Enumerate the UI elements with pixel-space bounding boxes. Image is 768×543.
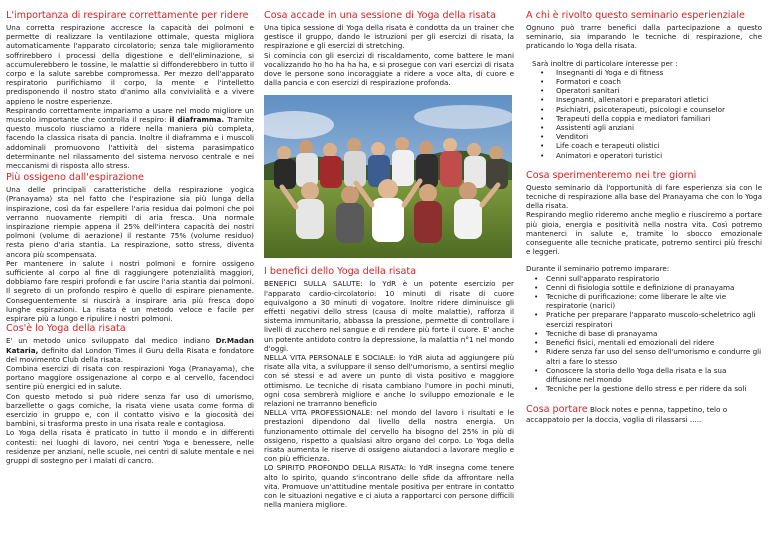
paragraph-what-is-4: Lo Yoga della risata è praticato in tutto il mondo e in differenti contesti: nei luoghi di lavoro, nei centri Yoga e benessere, nelle residenze per anziani, nelle scuole, nei centri di salute mentale e nei gruppi di sostegno per i malati di cancro. bbox=[6, 428, 254, 465]
section-title-session: Cosa accade in una sessione di Yoga della risata bbox=[264, 10, 496, 21]
list-item: • Insegnanti, allenatori e preparatori atletici bbox=[526, 95, 762, 104]
paragraph-session-2: Si comincia con gli esercizi di riscaldamento, come battere le mani vocalizzando ho ho ha ha ha, e si prosegue con vari esercizi di risata dove le persone sono incoraggiate a ridere a voce alta, di cuore e dalla pancia e con esercizi di respirazione profonda. bbox=[264, 50, 514, 88]
paragraph-experience-3: Durante il seminario potremo imparare: bbox=[526, 264, 670, 274]
paragraph-breathing-2: Respirando correttamente impariamo a usare nel modo migliore un muscolo importante che controlla il respiro: il diaframma. Tramite questo muscolo riusciamo a ridere nella maniera più completa, facendo la classica risata di pancia. Inoltre il diaframma e i muscoli addominali promuovono l'attività del sistema parasimpatico determinante nel rilassamento del sistema nervoso centrale e nei meccanismi di risposta allo stress. bbox=[6, 105, 254, 171]
column-right bbox=[526, 10, 762, 424]
column-middle bbox=[264, 10, 514, 510]
section-title-oxygen: Più ossigeno dall'espirazione bbox=[6, 172, 144, 184]
column-left bbox=[6, 10, 254, 465]
list-item: • Cenni sull'apparato respiratorio bbox=[526, 274, 762, 283]
paragraph-experience-1: Questo seminario dà l'opportunità di fare esperienza sia con le tecniche di respirazione alla base del Pranayama che con lo Yoga della risata. bbox=[526, 182, 762, 211]
list-item: • Benefici fisici, mentali ed emozionali del ridere bbox=[526, 338, 762, 347]
list-item: • Insegnanti di Yoga e di fitness bbox=[526, 68, 762, 77]
paragraph-benefits-personal: NELLA VITA PERSONALE E SOCIALE: lo YdR aiuta ad aggiungere più risate alla vita, a sviluppare il senso dell'umorismo, a sentirsi meglio con sé stessi e ad avere un punto di vista positivo e maggiore ottimismo. Le tecniche di risata cambiano l'umore in pochi minuti, ogni cosa sembrerà migliore e anche lo sviluppo emozionale e le relazioni ne trarranno beneficio bbox=[264, 353, 514, 409]
paragraph-audience-1: Ognuno può trarre benefici dalla partecipazione a questo seminario, sia imparando le tecniche di respirazione, che praticando lo Yoga della risata. bbox=[526, 23, 762, 51]
list-item: • Life coach e terapeuti olistici bbox=[526, 141, 762, 150]
list-item: • Tecniche per la gestione dello stress e per ridere da soli bbox=[526, 384, 762, 393]
list-item: • Tecniche di purificazione: come liberare le alte vie respiratorie (narici) bbox=[526, 292, 762, 310]
paragraph-session-1: Una tipica sessione di Yoga della risata è condotta da un trainer che gestisce il gruppo, dando le istruzioni per gli esercizi di risata, la respirazione e gli esercizi di stretching. bbox=[264, 23, 514, 51]
list-item: • Terapeuti della coppia e mediatori familiari bbox=[526, 114, 762, 123]
section-title-what-is: Cos'è lo Yoga della risata bbox=[6, 323, 126, 335]
paragraph-benefits-spirit: LO SPIRITO PROFONDO DELLA RISATA: lo YdR insegna come tenere alto lo spirito, quando s'incontrano delle sfide da affrontare nella vita. Promuove un'attitudine mentale positiva per entrare in contatto con le situazioni negative e ci aiuta a rapportarci con persone difficili nella maniera migliore. bbox=[264, 463, 514, 510]
paragraph-breathing-1: Una corretta respirazione accresce la capacità dei polmoni e permette di realizzare la ventilazione ottimale, questa migliora automaticamente l'apparato circolatorio; senza tale miglioramento soffrirebbero i processi della digestione e dell'eliminazione, si accumulerebbero le tossine, le malattie si diffonderebbero in tutto il corpo e la salute sarebbe compromessa. Per mezzo dell'apparato respiratorio purifichiamo il corpo, la mente e l'intelletto predisponendo il nostro stato d'animo alla convivialità e a vivere appieno le nostre esperienze. bbox=[6, 23, 254, 106]
learning-list bbox=[526, 274, 762, 394]
section-title-audience: A chi è rivolto questo seminario esperienziale bbox=[526, 10, 745, 21]
paragraph-what-to-bring: Cosa portare Block notes e penna, tappetino, telo o accappatoio per la doccia, voglia di rilassarsi ..... bbox=[526, 404, 728, 424]
audience-list bbox=[526, 68, 762, 160]
list-item: • Operatori sanitari bbox=[526, 86, 762, 95]
section-title-what-to-bring: Cosa portare bbox=[526, 404, 588, 416]
list-item: • Animatori e operatori turistici bbox=[526, 151, 762, 160]
list-item: • Formatori e coach bbox=[526, 77, 762, 86]
paragraph-oxygen-1: Una delle principali caratteristiche della respirazione yogica (Pranayama) sta nel fatto che l'espirazione sia più lunga della inspirazione, così da far espellere l'aria residua dai polmoni che poi verranno nuovamente riempiti di aria fresca. Una normale inspirazione riempie appena il 25% dell'intera capacità dei nostri polmoni (volume di aerazione) il restante 75% (volume residuo) resta pieno d'aria stantia. La respirazione, sotto stress, diventa ancora più scompensata. bbox=[6, 185, 254, 259]
list-item: • Psichiatri, psicoterapeuti, psicologi e counselor bbox=[526, 105, 762, 114]
paragraph-benefits-health: BENEFICI SULLA SALUTE: lo YdR è un potente esercizio per l'apparato cardio-circolatorio: 10 minuti di risate di cuore equivalgono a 30 minuti di vogatore. Inoltre ridere diminuisce gli effetti negativi dello stress (causa di molte malattie), rafforza il sistema immunitario, abbassa la pressione, permette di controllare i livelli di zucchero nel sangue e di rendere più forte il cuore. E' anche un potente antidoto contro la depressione, la malattia n°1 nel mondo d'oggi. bbox=[264, 279, 514, 353]
section-title-benefits: I benefici dello Yoga della risata bbox=[264, 266, 416, 278]
list-item: • Venditori bbox=[526, 132, 762, 141]
list-item: • Pratiche per preparare l'apparato muscolo-scheletrico agli esercizi respiratori bbox=[526, 310, 762, 328]
paragraph-experience-2: Respirando meglio rideremo anche meglio e riusciremo a portare più gioia, energia e positività nella nostra vita. Così potremo mantenerci in salute e, tramite lo sbocco emozionale conseguente alle tecniche praticate, potremo sentirci più freschi e leggeri. bbox=[526, 210, 762, 257]
list-item: • Conoscere la storia dello Yoga della risata e la sua diffusione nel mondo bbox=[526, 366, 762, 384]
paragraph-what-is-1: E' un metodo unico sviluppato dal medico indiano Dr.Madan Kataria, definito dal London Times il Guru della Risata e fondatore del movimento Club della risata. bbox=[6, 336, 254, 364]
group-laughing-photo bbox=[264, 95, 512, 258]
section-title-breathing: L'importanza di respirare correttamente per ridere bbox=[6, 10, 249, 21]
section-title-experience: Cosa sperimenteremo nei tre giorni bbox=[526, 169, 697, 181]
paragraph-what-is-3: Con questo metodo si può ridere senza far uso di umorismo, barzellette o gags comiche, la risata viene usata come forma di esercizio in gruppo e, con il contatto visivo e la giocosità dei bambini, si trasforma presto in una risata reale e contagiosa. bbox=[6, 391, 254, 429]
list-item: • Tecniche di base di pranayama bbox=[526, 329, 762, 338]
list-item: • Ridere senza far uso del senso dell'umorismo e condurre gli altri a fare lo stesso bbox=[526, 347, 762, 365]
paragraph-audience-2: Sarà inoltre di particolare interesse per : bbox=[532, 58, 678, 68]
paragraph-oxygen-2: Per mantenere in salute i nostri polmoni e fornire ossigeno sufficiente al corpo al fine di raggiungere potenzialità maggiori, dobbiamo fare respiri profondi e far uscire l'aria stantia dai polmoni. Il segreto di un profondo respiro è quello di espirare pienamente. Conseguentemente si riuscirà a inspirare aria più fresca dopo lunghe espirazioni. La risata è un metodo veloce e facile per espirare più a lungo e ripulire i nostri polmoni. bbox=[6, 258, 254, 324]
list-item: • Assistenti agli anziani bbox=[526, 123, 762, 132]
paragraph-benefits-professional: NELLA VITA PROFESSIONALE: nel mondo del lavoro i risultati e le prestazioni dipendono dal livello della nostra energia. Un funzionamento ottimale del cervello ha bisogno del 25% in più di ossigeno, rispetto a qualsiasi altro organo del corpo. Lo Yoga della risata aumenta le riserve di ossigeno aiutandoci a lavorare meglio e con più efficienza. bbox=[264, 408, 514, 464]
list-item: • Cenni di fisiologia sottile e definizione di pranayama bbox=[526, 283, 762, 292]
paragraph-what-is-2: Combina esercizi di risata con respirazioni Yoga (Pranayama), che portano maggiore ossigenazione al corpo e al cervello, facendoci sentire più energici ed in salute. bbox=[6, 363, 254, 392]
